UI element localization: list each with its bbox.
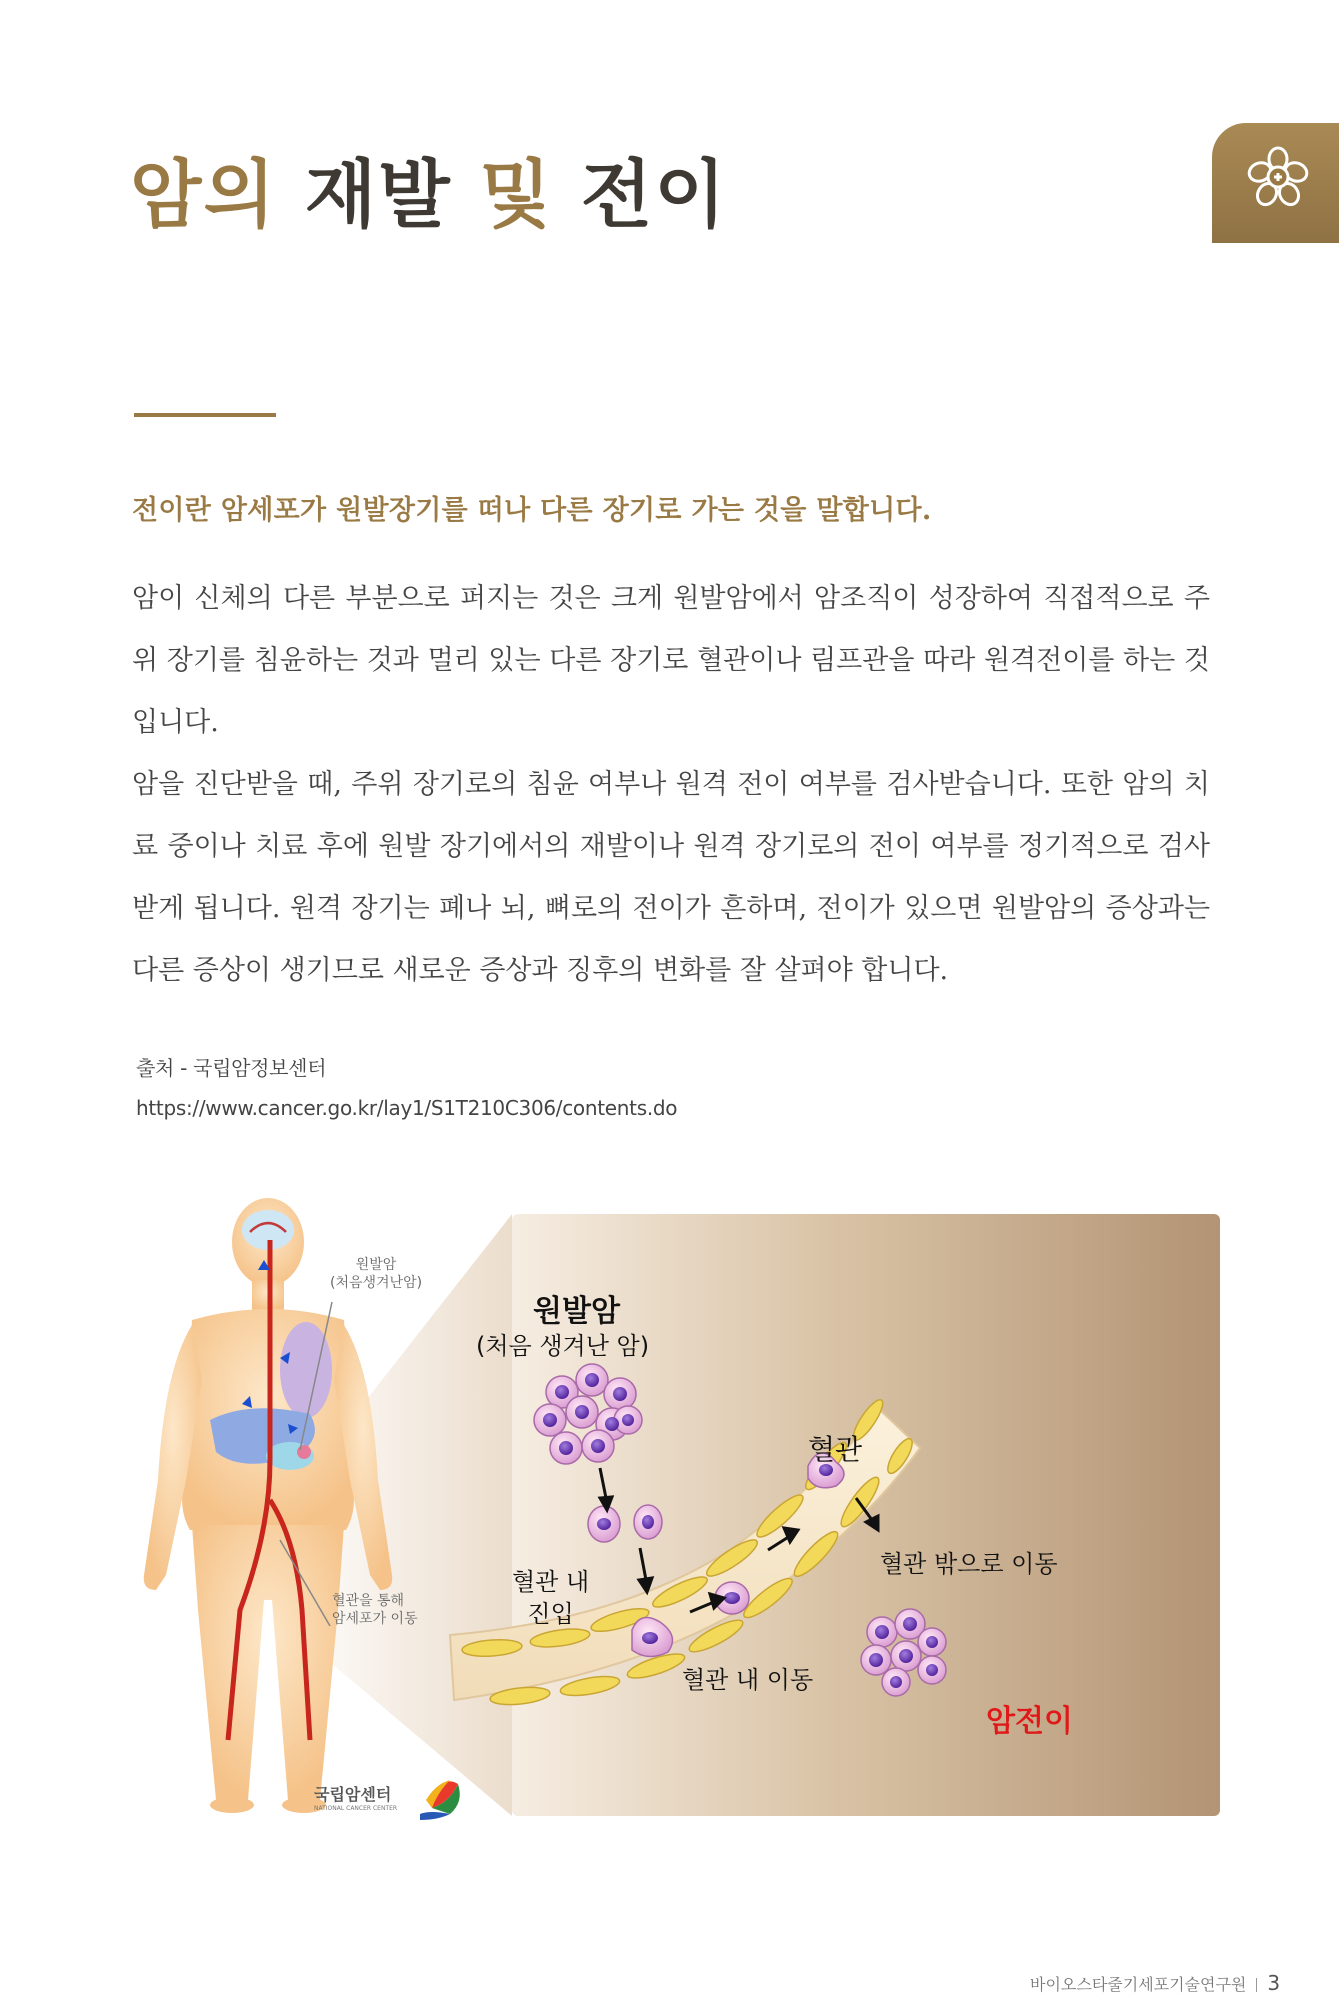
- flower-cross-icon: [1246, 145, 1310, 209]
- ncc-logo-mark: [420, 1780, 460, 1820]
- primary-title: 원발암: [533, 1294, 620, 1329]
- vessel-label: 혈관: [808, 1433, 863, 1466]
- page-title: [130, 152, 728, 238]
- footer-separator: [1256, 1978, 1257, 1992]
- title-word-2: 재발: [304, 152, 452, 238]
- footer-org: 바이오스타줄기세포기술연구원: [1030, 1975, 1247, 1994]
- body-text: [132, 568, 1210, 1002]
- subheading: 전이란 암세포가 원발장기를 떠나 다른 장기로 가는 것을 말합니다.: [132, 495, 932, 526]
- gold-divider: [134, 413, 276, 417]
- metastasis-illustration: [120, 1180, 1220, 1840]
- body-label-vessel: 혈관을 통해 암세포가 이동: [332, 1593, 418, 1627]
- body-label-primary: 원발암 (처음생겨난암): [330, 1257, 423, 1291]
- page-footer: [1030, 1971, 1280, 1995]
- metastasis-figure: [120, 1180, 1220, 1840]
- source-label: 출처 - 국립암정보센터: [136, 1056, 327, 1080]
- section-tab: [1212, 123, 1339, 243]
- paragraph-2: 암을 진단받을 때, 주위 장기로의 침윤 여부나 원격 전이 여부를 검사받습니다. 또한 암의 치료 중이나 치료 후에 원발 장기에서의 재발이나 원격 장기로의 전이 여부를 정기적으로 검사받게 됩니다. 원격 장기는 폐나 뇌, 뼈로의 전이가 흔하며, 전이가 있으면 원발암의 증상과는 다른 증상이 생기므로 새로운 증상과 징후의 변화를 잘 살펴야 합니다.: [132, 769, 1210, 986]
- enter-label: 혈관 내 진입: [512, 1568, 590, 1628]
- title-word-3: 및: [479, 152, 553, 238]
- ncc-logo-text: 국립암센터 NATIONAL CANCER CENTER: [314, 1785, 398, 1812]
- title-word-4: 전이: [580, 152, 728, 238]
- primary-subtitle: (처음 생겨난 암): [476, 1332, 650, 1360]
- paragraph-1: 암이 신체의 다른 부분으로 퍼지는 것은 크게 원발암에서 암조직이 성장하여 직접적으로 주위 장기를 침윤하는 것과 멀리 있는 다른 장기로 혈관이나 림프관을 따라 원격전이를 하는 것입니다.: [132, 583, 1210, 738]
- source-citation: [136, 1048, 677, 1128]
- move-out-label: 혈관 밖으로 이동: [880, 1550, 1058, 1578]
- move-in-label: 혈관 내 이동: [682, 1666, 814, 1694]
- metastasis-label: 암전이: [986, 1704, 1073, 1739]
- source-url[interactable]: https://www.cancer.go.kr/lay1/S1T210C306/contents.do: [136, 1096, 678, 1120]
- page-number: 3: [1267, 1971, 1281, 1995]
- title-word-1: 암의: [130, 152, 277, 238]
